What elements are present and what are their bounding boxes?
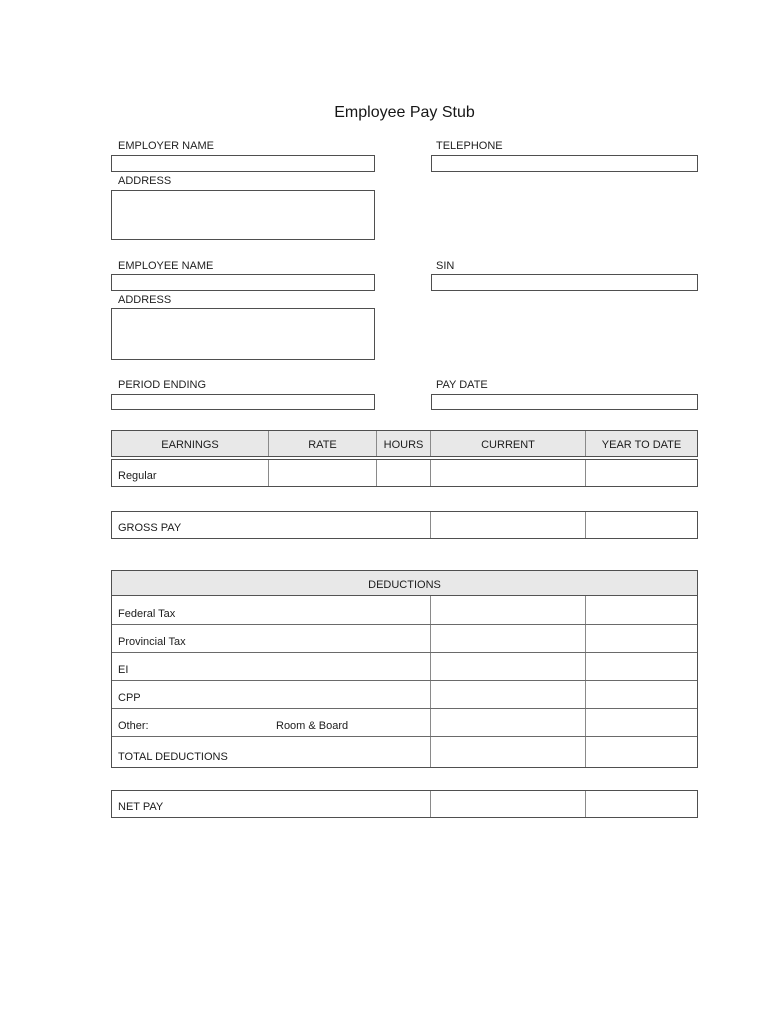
deductions-table [111,570,698,768]
net-pay-ytd-cell[interactable] [585,791,697,817]
deduction-label: Provincial Tax [118,636,186,648]
net-pay-current-cell[interactable] [430,791,585,817]
employee-name-input[interactable] [111,274,375,291]
provincial-tax-ytd-cell[interactable] [585,625,697,652]
telephone-input[interactable] [431,155,698,172]
deduction-label: Federal Tax [118,608,176,620]
deduction-label [112,709,430,736]
sin-label: SIN [436,260,455,272]
gross-pay-current-cell[interactable] [430,512,585,538]
employer-address-label: ADDRESS [118,175,172,187]
net-pay-row [111,790,698,818]
deduction-row-cpp [112,680,697,708]
gross-pay-ytd-cell[interactable] [585,512,697,538]
deductions-header: DEDUCTIONS [112,571,697,596]
period-ending-input[interactable] [111,394,375,410]
provincial-tax-current-cell[interactable] [430,625,585,652]
deduction-label: CPP [118,692,141,704]
page-title: Employee Pay Stub [334,104,475,121]
year-to-date-header: YEAR TO DATE [585,431,697,456]
regular-ytd-cell[interactable] [585,460,697,486]
federal-tax-current-cell[interactable] [430,596,585,624]
ei-current-cell[interactable] [430,653,585,680]
deduction-row-federal-tax [112,596,697,624]
sin-input[interactable] [431,274,698,291]
deduction-row-ei [112,652,697,680]
earnings-header-row [111,430,698,457]
deduction-label: TOTAL DEDUCTIONS [118,751,228,763]
cpp-current-cell[interactable] [430,681,585,708]
net-pay-label: NET PAY [118,801,164,813]
employee-address-input[interactable] [111,308,375,360]
earnings-table [111,430,698,487]
gross-pay-label: GROSS PAY [118,522,182,534]
telephone-label: TELEPHONE [436,140,503,152]
employer-name-input[interactable] [111,155,375,172]
other-ytd-cell[interactable] [585,709,697,736]
regular-current-cell[interactable] [430,460,585,486]
ei-ytd-cell[interactable] [585,653,697,680]
other-label: Other: [118,720,149,732]
deduction-row-total [112,736,697,767]
deduction-row-provincial-tax [112,624,697,652]
total-deductions-current-cell[interactable] [430,737,585,767]
other-sub-label: Room & Board [276,720,349,732]
current-header: CURRENT [430,431,585,456]
rate-header: RATE [268,431,376,456]
other-current-cell[interactable] [430,709,585,736]
total-deductions-ytd-cell[interactable] [585,737,697,767]
deduction-row-other [112,708,697,736]
employee-address-label: ADDRESS [118,294,172,306]
employee-name-label: EMPLOYEE NAME [118,260,214,272]
regular-hours-cell[interactable] [376,460,430,486]
earnings-row-label: Regular [118,470,157,482]
earnings-header: EARNINGS [161,439,219,451]
employer-name-label: EMPLOYER NAME [118,140,214,152]
federal-tax-ytd-cell[interactable] [585,596,697,624]
pay-date-input[interactable] [431,394,698,410]
cpp-ytd-cell[interactable] [585,681,697,708]
regular-rate-cell[interactable] [268,460,376,486]
employer-address-input[interactable] [111,190,375,240]
period-ending-label: PERIOD ENDING [118,379,207,391]
hours-header: HOURS [376,431,430,456]
earnings-row-regular [111,459,698,487]
deduction-label: EI [118,664,129,676]
pay-date-label: PAY DATE [436,379,488,391]
gross-pay-row [111,511,698,539]
